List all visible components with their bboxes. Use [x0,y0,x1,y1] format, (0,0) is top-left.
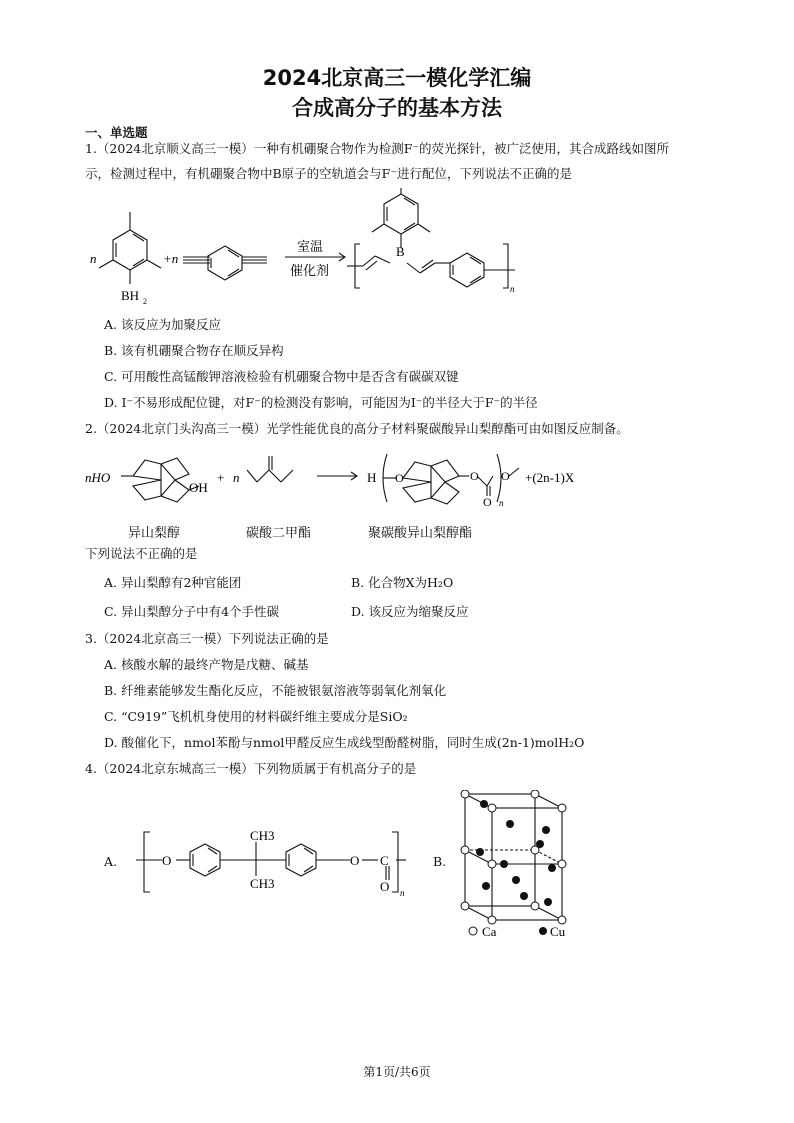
page-subtitle: 合成高分子的基本方法 [292,96,502,120]
q4-a-ch3-bottom: CH3 [250,876,275,891]
q2-isosorbide-ring-top [133,460,161,480]
q4-option-a-label: A. [104,854,118,869]
cu-legend-marker [539,927,547,935]
q4-a-ch3-top: CH3 [250,828,275,843]
ca-atom [461,902,469,910]
cu-atom [544,898,552,906]
q2-o-end: O [501,469,510,483]
q2-n-coefficient: n [233,470,240,485]
page-title: 2024北京高三一模化学汇编 [262,66,532,90]
q2-o-carbonyl: O [483,495,492,509]
q1-benzene-ring-3 [450,253,484,287]
q2-option-c: C. 异山梨醇分子中有4个手性碳 [104,604,280,619]
q2-question: 下列说法不正确的是 [85,546,198,561]
q4-a-o2: O [350,853,360,868]
page-footer: 第1页/共6页 [363,1065,431,1079]
q2-n-subscript: n [499,498,504,508]
q4-option-b-label: B. [433,854,447,869]
ca-atom [558,860,566,868]
q1-option-c: C. 可用酸性高锰酸钾溶液检验有机硼聚合物中是否含有碳碳双键 [104,369,459,384]
cu-atom [520,892,528,900]
cu-atom [482,882,490,890]
q1-plus-n: +n [163,251,179,266]
q1-benzene-ring-1 [113,230,147,270]
q2-nho-label: nHO [85,470,111,485]
q1-option-d: D. I⁻不易形成配位键，对F⁻的检测没有影响，可能因为I⁻的半径大于F⁻的半径 [104,395,538,410]
q2-h-label: H [367,470,377,485]
q1-reaction-scheme [85,188,565,308]
ca-atom [488,916,496,924]
q1-option-b: B. 该有机硼聚合物存在顺反异构 [104,343,284,358]
cu-atom [500,860,508,868]
section-heading: 一、单选题 [85,125,148,140]
ca-atom [558,804,566,812]
q4-legend-ca: Ca [482,924,497,939]
q2-option-d: D. 该反应为缩聚反应 [351,604,469,619]
q2-option-a: A. 异山梨醇有2种官能团 [104,575,242,590]
q2-label-dmc: 碳酸二甲酯 [246,526,312,541]
q2-o-chain: O [470,469,479,483]
q3-option-d: D. 酸催化下，nmol苯酚与nmol甲醛反应生成线型酚醛树脂，同时生成(2n-1)molH₂O [104,735,585,750]
q4-a-o1: O [162,853,172,868]
cu-atom [480,800,488,808]
q1-boron-label: B [396,244,405,259]
q1-stem-line2: 示，检测过程中，有机硼聚合物中B原子的空轨道会与F⁻进行配位，下列说法不正确的是 [85,166,572,181]
ca-atom [461,846,469,854]
q1-condition-bottom: 催化剂 [290,263,330,278]
q4-a-n-subscript: n [400,888,405,898]
q1-bh2-subscript: 2 [143,297,147,306]
ca-atom [531,790,539,798]
cu-atom [536,840,544,848]
ca-atom [488,860,496,868]
cu-atom [476,848,484,856]
q1-n-subscript: n [510,284,515,294]
q2-option-b: B. 化合物X为H₂O [351,575,454,590]
q1-bh2-label: BH [121,288,140,303]
ca-legend-marker [469,927,477,935]
ca-atom [461,790,469,798]
q1-condition-top: 室温 [297,239,324,254]
q2-oh-label: OH [189,480,208,495]
q3-option-a: A. 核酸水解的最终产物是戊糖、碱基 [104,657,309,672]
cu-atom [542,826,550,834]
q1-stem-line1: 1.（2024北京顺义高三一模）一种有机硼聚合物作为检测F⁻的荧光探针，被广泛使用，其合成路线如图所 [85,141,670,156]
q4-ring-1 [190,844,220,876]
q4-legend-cu: Cu [550,924,566,939]
q4-a-c: C [380,853,389,868]
q1-n-coefficient: n [90,251,97,266]
q3-option-c: C. “C919”飞机机身使用的材料碳纤维主要成分是SiO₂ [104,709,408,724]
cu-atom [506,820,514,828]
q2-byproduct: +(2n-1)X [525,470,575,485]
q2-label-isosorbide: 异山梨醇 [128,526,181,541]
q3-option-b: B. 纤维素能够发生酯化反应，不能被银氨溶液等弱氧化剂氧化 [104,683,447,698]
q2-label-polymer: 聚碳酸异山梨醇酯 [368,526,473,541]
q1-option-a: A. 该反应为加聚反应 [104,317,221,332]
q2-plus: + [217,470,225,485]
ca-atom [558,916,566,924]
cu-atom [548,864,556,872]
ca-atom [531,902,539,910]
q4-ring-2 [286,844,316,876]
q4-a-o3: O [380,879,390,894]
ca-atom [488,804,496,812]
q1-benzene-ring-2 [208,246,242,280]
q2-stem: 2.（2024北京门头沟高三一模）光学性能优良的高分子材料聚碳酸异山梨醇酯可由如图反应制备。 [85,421,629,436]
q2-reaction-scheme [85,440,605,520]
q2-o-left: O [395,471,404,485]
q3-stem: 3.（2024北京高三一模）下列说法正确的是 [85,631,329,646]
q4-figures [100,790,580,940]
cu-atom [512,876,520,884]
q4-stem: 4.（2024北京东城高三一模）下列物质属于有机高分子的是 [85,761,417,776]
